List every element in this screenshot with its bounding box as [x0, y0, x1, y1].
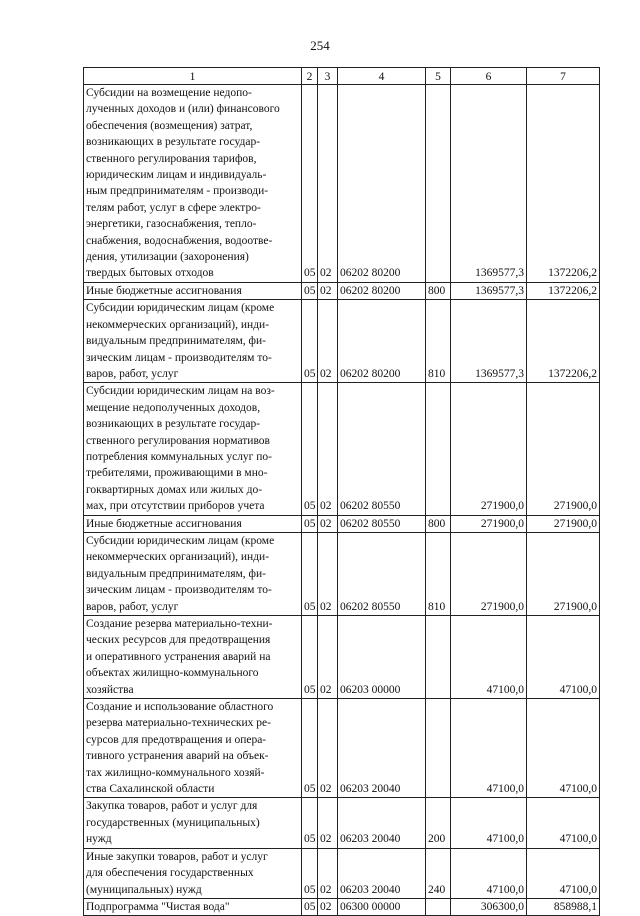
- subsection-code: 02: [318, 898, 338, 915]
- description-line: Иные закупки товаров, работ и услуг: [86, 850, 268, 863]
- description-line: и оперативного устранения аварий на: [86, 650, 271, 663]
- section-code: 05: [302, 616, 318, 699]
- description-line: некоммерческих организаций), инди-: [86, 318, 270, 331]
- amount-year-1: 47100,0: [451, 616, 527, 699]
- section-code: 05: [302, 300, 318, 383]
- row-description: [84, 532, 302, 615]
- subsection-code: 02: [318, 699, 338, 798]
- subsection-code: 02: [318, 383, 338, 515]
- description-line: Создание резерва материально-техни-: [86, 618, 273, 630]
- description-line: Создание и использование областного: [86, 701, 274, 714]
- description-line: нужд: [86, 833, 112, 846]
- table-row: [84, 300, 600, 383]
- table-row: [84, 798, 600, 848]
- description-line: варов, работ, услуг: [86, 600, 179, 613]
- description-line: (муниципальных) нужд: [86, 883, 202, 896]
- amount-year-2: 858988,1: [527, 898, 600, 915]
- amount-year-2: 1372206,2: [527, 300, 600, 383]
- description-line: для обеспечения государственных: [86, 867, 254, 880]
- description-line: видуальным предпринимателям, фи-: [86, 335, 266, 348]
- target-article-code: 06202 80550: [338, 532, 426, 615]
- subsection-code: 02: [318, 798, 338, 848]
- row-description: [84, 798, 302, 848]
- table-body: [84, 85, 600, 916]
- amount-year-1: 271900,0: [451, 383, 527, 515]
- description-line: ственного регулирования тарифов,: [86, 152, 257, 165]
- col-header-3: 3: [318, 68, 338, 85]
- expense-type-code: 240: [426, 848, 451, 898]
- target-article-code: 06203 20040: [338, 699, 426, 798]
- description-line: Закупка товаров, работ и услуг для: [86, 800, 258, 813]
- section-code: 05: [302, 383, 318, 515]
- description-line: зическим лицам - производителям то-: [86, 584, 272, 597]
- description-line: Иные бюджетные ассигнования: [86, 517, 242, 530]
- table-row: [84, 383, 600, 515]
- description-line: Иные бюджетные ассигнования: [86, 284, 242, 297]
- description-line: государственных (муниципальных): [86, 816, 260, 829]
- amount-year-1: 271900,0: [451, 532, 527, 615]
- amount-year-1: 47100,0: [451, 798, 527, 848]
- section-code: 05: [302, 699, 318, 798]
- amount-year-2: 1372206,2: [527, 85, 600, 283]
- expense-type-code: 810: [426, 300, 451, 383]
- description-line: телям работ, услуг в сфере электро-: [86, 201, 261, 214]
- description-line: юридическим лицам и индивидуаль-: [86, 169, 267, 182]
- target-article-code: 06202 80200: [338, 300, 426, 383]
- description-line: сурсов для предотвращения и опера-: [86, 733, 267, 746]
- description-line: тивного устранения аварий на объек-: [86, 750, 269, 763]
- description-line: хозяйства: [86, 683, 134, 696]
- expense-type-code: 200: [426, 798, 451, 848]
- description-line: дения, утилизации (захоронения): [86, 251, 249, 264]
- amount-year-1: 47100,0: [451, 699, 527, 798]
- page-number: 254: [310, 38, 330, 53]
- expense-type-code: 800: [426, 282, 451, 299]
- expense-type-code: 800: [426, 515, 451, 532]
- amount-year-2: 1372206,2: [527, 282, 600, 299]
- description-line: энергетики, газоснабжения, тепло-: [86, 218, 257, 231]
- description-line: возникающих в результате государ-: [86, 418, 261, 431]
- amount-year-1: 47100,0: [451, 848, 527, 898]
- description-line: обеспечения (возмещения) затрат,: [86, 119, 253, 132]
- section-code: 05: [302, 85, 318, 283]
- target-article-code: 06202 80200: [338, 282, 426, 299]
- description-line: мещение недополученных доходов,: [86, 401, 261, 414]
- table-row: [84, 515, 600, 532]
- table-row: [84, 699, 600, 798]
- description-line: Подпрограмма "Чистая вода": [86, 900, 230, 913]
- col-header-6: 6: [451, 68, 527, 85]
- row-description: [84, 616, 302, 699]
- description-line: ческих ресурсов для предотвращения: [86, 634, 271, 647]
- table-row: [84, 85, 600, 283]
- description-line: возникающих в результате государ-: [86, 136, 261, 149]
- expense-type-code: [426, 898, 451, 915]
- section-code: 05: [302, 532, 318, 615]
- expense-type-code: [426, 616, 451, 699]
- section-code: 05: [302, 798, 318, 848]
- table-row: [84, 532, 600, 615]
- subsection-code: 02: [318, 515, 338, 532]
- description-line: Субсидии на возмещение недопо-: [86, 87, 252, 99]
- table-row: [84, 898, 600, 915]
- subsection-code: 02: [318, 848, 338, 898]
- description-line: ным предпринимателям - производи-: [86, 185, 269, 198]
- subsection-code: 02: [318, 300, 338, 383]
- section-code: 05: [302, 515, 318, 532]
- expense-type-code: [426, 383, 451, 515]
- description-line: тах жилищно-коммунального хозяй-: [86, 766, 265, 779]
- target-article-code: 06202 80200: [338, 85, 426, 283]
- description-line: объектах жилищно-коммунального: [86, 667, 259, 680]
- subsection-code: 02: [318, 85, 338, 283]
- description-line: мах, при отсутствии приборов учета: [86, 500, 265, 513]
- description-line: ственного регулирования нормативов: [86, 434, 270, 447]
- amount-year-1: 271900,0: [451, 515, 527, 532]
- target-article-code: 06300 00000: [338, 898, 426, 915]
- amount-year-2: 47100,0: [527, 848, 600, 898]
- row-description: [84, 282, 302, 299]
- description-line: Субсидии юридическим лицам на воз-: [86, 385, 275, 398]
- table-row: [84, 616, 600, 699]
- description-line: потребления коммунальных услуг по-: [86, 450, 273, 463]
- description-line: некоммерческих организаций), инди-: [86, 551, 270, 564]
- target-article-code: 06203 20040: [338, 848, 426, 898]
- table-row: [84, 848, 600, 898]
- section-code: 05: [302, 848, 318, 898]
- target-article-code: 06202 80550: [338, 383, 426, 515]
- row-description: [84, 898, 302, 915]
- description-line: ства Сахалинской области: [86, 783, 215, 796]
- description-line: видуальным предпринимателям, фи-: [86, 567, 266, 580]
- section-code: 05: [302, 282, 318, 299]
- header-row: [84, 68, 600, 85]
- description-line: требителями, проживающими в мно-: [86, 467, 268, 480]
- row-description: [84, 300, 302, 383]
- amount-year-2: 271900,0: [527, 515, 600, 532]
- amount-year-1: 1369577,3: [451, 85, 527, 283]
- description-line: резерва материально-технических ре-: [86, 717, 271, 730]
- description-line: снабжения, водоснабжения, водоотве-: [86, 234, 273, 247]
- amount-year-1: 1369577,3: [451, 282, 527, 299]
- row-description: [84, 699, 302, 798]
- description-line: варов, работ, услуг: [86, 367, 179, 380]
- description-line: зическим лицам - производителям то-: [86, 351, 272, 364]
- row-description: [84, 85, 302, 283]
- description-line: Субсидии юридическим лицам (кроме: [86, 534, 275, 547]
- col-header-5: 5: [426, 68, 451, 85]
- description-line: гоквартирных домах или жилых до-: [86, 483, 263, 496]
- amount-year-2: 271900,0: [527, 532, 600, 615]
- description-line: лученных доходов и (или) финансового: [86, 103, 280, 116]
- expense-type-code: [426, 699, 451, 798]
- section-code: 05: [302, 898, 318, 915]
- expense-type-code: 810: [426, 532, 451, 615]
- amount-year-2: 47100,0: [527, 798, 600, 848]
- col-header-2: 2: [302, 68, 318, 85]
- expense-type-code: [426, 85, 451, 283]
- amount-year-1: 306300,0: [451, 898, 527, 915]
- col-header-4: 4: [338, 68, 426, 85]
- row-description: [84, 848, 302, 898]
- col-header-7: 7: [527, 68, 600, 85]
- subsection-code: 02: [318, 282, 338, 299]
- amount-year-2: 47100,0: [527, 616, 600, 699]
- subsection-code: 02: [318, 616, 338, 699]
- amount-year-2: 271900,0: [527, 383, 600, 515]
- target-article-code: 06202 80550: [338, 515, 426, 532]
- target-article-code: 06203 20040: [338, 798, 426, 848]
- table-row: [84, 282, 600, 299]
- amount-year-2: 47100,0: [527, 699, 600, 798]
- description-line: твердых бытовых отходов: [86, 267, 214, 280]
- col-header-1: 1: [84, 68, 302, 85]
- subsection-code: 02: [318, 532, 338, 615]
- target-article-code: 06203 00000: [338, 616, 426, 699]
- row-description: [84, 383, 302, 515]
- amount-year-1: 1369577,3: [451, 300, 527, 383]
- budget-table: [83, 67, 600, 916]
- row-description: [84, 515, 302, 532]
- description-line: Субсидии юридическим лицам (кроме: [86, 302, 275, 315]
